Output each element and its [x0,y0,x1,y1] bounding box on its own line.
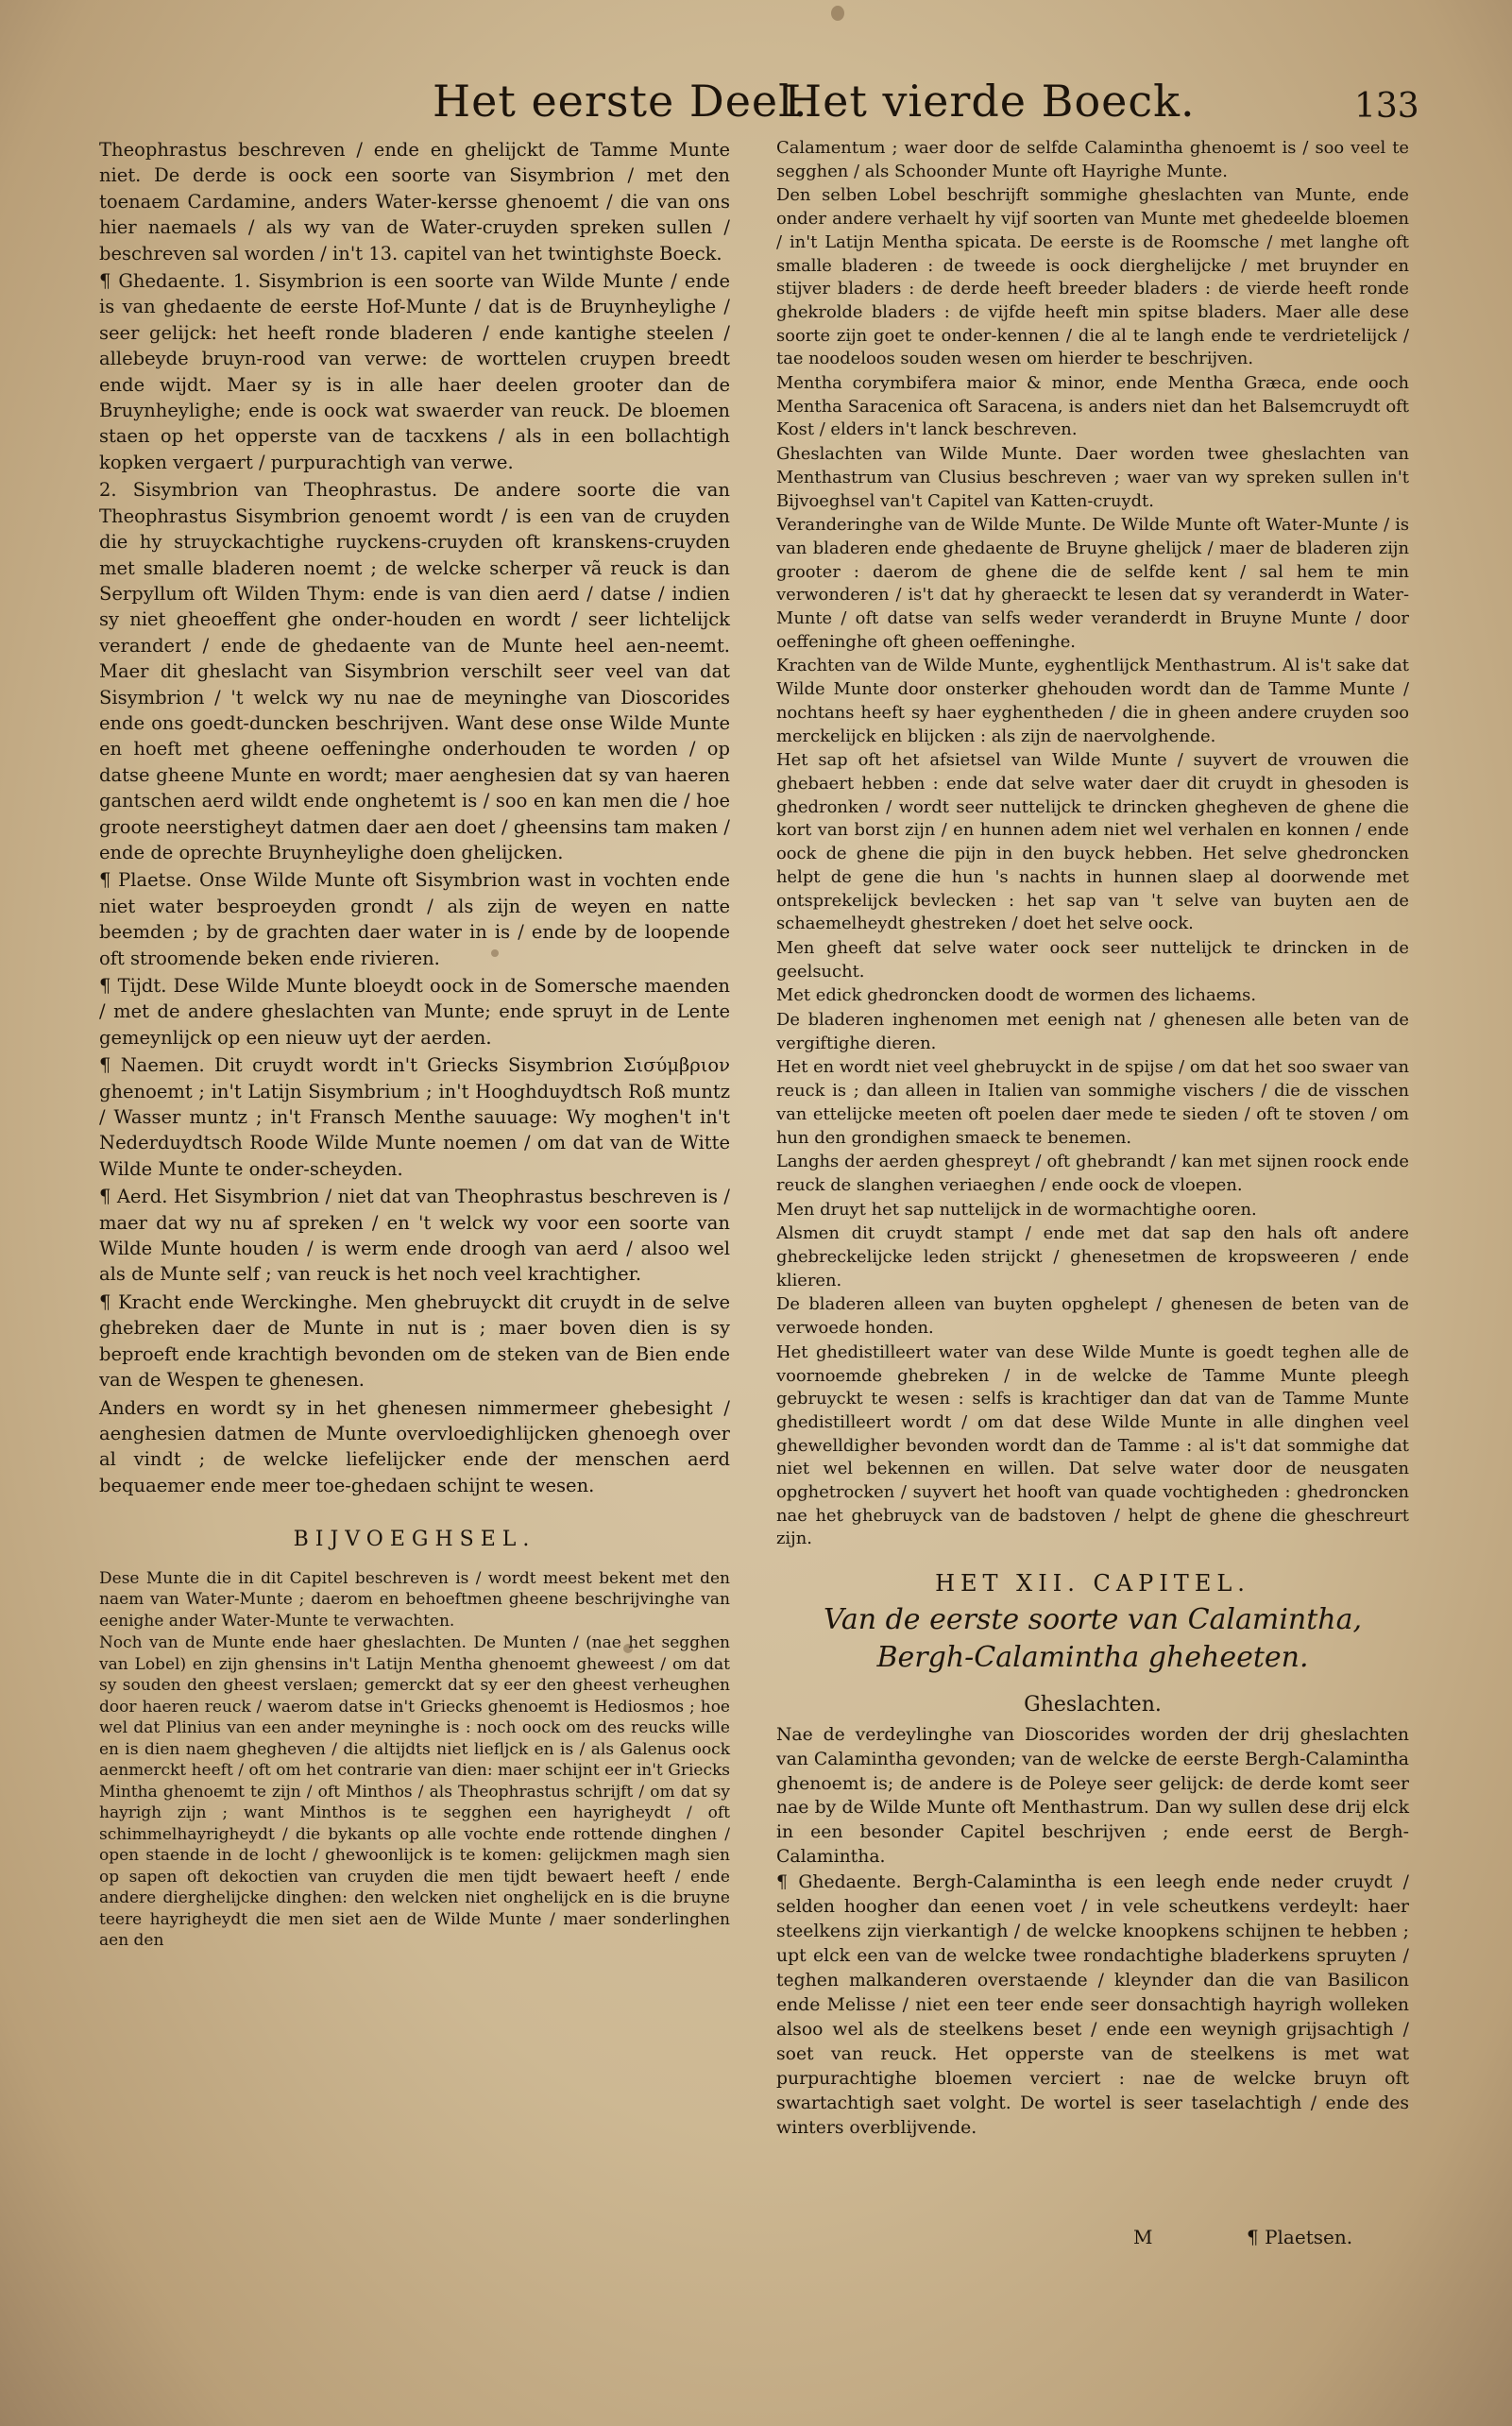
paragraph: Den selben Lobel beschrijft sommighe gheslachten van Munte, ende onder andere verhaelt hy vijf soorten van Munte met ghedeelde bloemen / in't Latijn Mentha spicata. De eerste is de Roomsche / met langhe oft smalle bladeren : de tweede is oock dierghelijcke / met bruynder en stijver bladers : de derde heeft breeder bladers : de vierde heeft ronde ghekrolde bladers : de vijfde heeft min spitse bladers. Maer alle dese soorte zijn goet te onder-kennen / die al te langh ende te verdrietelijck / tae noodeloos souden wesen om hierder te beschrijven. [776,185,1409,369]
ink-stain [831,6,844,21]
paragraph: Alsmen dit cruydt stampt / ende met dat sap den hals oft andere ghebreckelijcke leden strijckt / ghenesetmen de kropsweeren / ende klieren. [776,1223,1409,1290]
gheslachten-heading: Gheslachten. [1024,1692,1162,1717]
paragraph-sisymbrion-theophrastus: 2. Sisymbrion van Theophrastus. De andere soorte die van Theophrastus Sisymbrion genoemt wordt / is een van de cruyden die hy struyckachtighe ruyckens-cruyden oft kranskens-cruyden met smalle bladeren noemt ; de welcke scherper vã reuck is dan Serpyllum oft Wilden Thym: ende is van dien aerd / datse / indien sy niet gheoeffent ghe onder-houden en wordt / seer lichtelijck verandert / ende de ghedaente van de Munte heel aen-neemt. Maer dit gheslacht van Sisymbrion verschilt seer veel van dat Sisymbrion / 't welck wy nu nae de meyninghe van Dioscorides ende ons goedt-duncken beschrijven. Want dese onse Wilde Munte en hoeft met gheene oeffeninghe onderhouden te worden / op datse gheene Munte en wordt; maer aenghesien dat sy van haeren gantschen aerd wildt ende onghetemt is / soo en kan men die / hoe groote neerstigheyt datmen daer aen doet / gheensins tam maken / ende de oprechte Bruynheylighe doen ghelijcken. [99,479,730,863]
paragraph: Theophrastus beschreven / ende en ghelijckt de Tamme Munte niet. De derde is oock een soorte van Sisymbrion / met den toenaem Cardamine, anders Water-kersse ghenoemt / die van ons hier naemaels / als wy van de Water-cruyden spreken sullen / beschreven sal worden / in't 13. capitel van het twintighste Boeck. [99,139,730,265]
chapter-title: Van de eerste soorte van Calamintha, Bergh-Calamintha gheheeten. [823,1602,1363,1674]
bijvoeghsel-paragraph: Noch van de Munte ende haer gheslachten. De Munten / (nae het segghen van Lobel) en zijn ghensins in't Latijn Mentha ghenoemt gheweest / om dat sy souden den gheest verslaen; gemerckt dat sy eer den gheest verheughen door haeren reuck / waerom datse in't Griecks ghenoemt is Hediosmos ; hoe wel dat Plinius van een ander meyninghe is : noch oock om des reucks wille en is dien naem ghegheven / die altijdts niet liefljck en is / als Galenus oock aenmerckt heeft / oft om het contrarie van dien: maer schijnt eer in't Griecks Mintha ghenoemt te zijn / oft Minthos / als Theophrastus schrijft / om dat sy hayrigh zijn ; want Minthos is te segghen een hayrigheydt / oft schimmelhayrigheydt / die bykants op alle vochte ende rottende dinghen / open staende in de locht / ghewoonlijck is te komen: gelijckmen magh sien op sapen oft dekoctien van cruyden die men tijdt bewaert heeft / ende andere dierghelijcke dinghen: den welcken niet onghelijck en is die bruyne teere hayrigheydt die men siet aen de Wilde Munte / maer sonderlinghen aen den [99,1633,730,1951]
header-right-title: Het vierde Boeck. [784,76,1196,127]
paragraph: Met edick ghedroncken doodt de wormen des lichaems. [776,985,1257,1006]
paragraph: Veranderinghe van de Wilde Munte. De Wilde Munte oft Water-Munte / is van bladeren ende ghedaente de Bruyne ghelijck / maer de bladeren zijn grooter : daerom de ghene die de selfde kent / sal hem te min verwonderen / is't dat hy gheraeckt te lesen dat sy veranderdt in Water-Munte / oft datse van selfs weder veranderdt in Bruyne Munte / door oeffeninghe oft gheen oeffeninghe. [776,515,1409,652]
paragraph-tijdt: ¶ Tijdt. Dese Wilde Munte bloeydt oock in de Somersche maenden / met de andere gheslachten van Munte; ende spruyt in de Lente gemeynlijck op een nieuw uyt der aerden. [99,975,730,1049]
paragraph-ghedaente: ¶ Ghedaente. 1. Sisymbrion is een soorte van Wilde Munte / ende is van ghedaente de eerste Hof-Munte / dat is de Bruynheylighe / seer gelijck: het heeft ronde bladeren / ende kantighe steelen / allebeyde bruyn-rood van verwe: de worttelen cruypen breedt ende wijdt. Maer sy is in alle haer deelen grooter dan de Bruynheylighe; ende is oock wat swaerder van reuck. De bloemen staen op het opperste van de tacxkens / als in een bollachtigh kopken vergaert / purpurachtigh van verwe. [99,270,730,473]
catchword: M [1133,2226,1153,2248]
right-column [776,137,1409,2142]
footer-note: ¶ Plaetsen. [1247,2226,1353,2248]
paragraph-kracht: ¶ Kracht ende Werckinghe. Men ghebruyckt dit cruydt in de selve ghebreken daer de Munte in nut is ; maer boven dien is sy beproeft ende krachtigh bevonden om de steken van de Bien ende van de Wespen te ghenesen. [99,1290,730,1392]
paragraph: De bladeren alleen van buyten opghelept / ghenesen de beten van de verwoede honden. [776,1294,1409,1339]
chapter-paragraph: Nae de verdeylinghe van Dioscorides worden der drij gheslachten van Calamintha gevonden; van de welcke de eerste Bergh-Calamintha ghenoemt is; de andere is de Poleye seer gelijck: de derde komt seer nae by de Wilde Munte oft Menthastrum. Dan wy sullen dese drij elck in een besonder Capitel beschrijven ; ende eerst de Bergh-Calamintha. [776,1724,1409,1868]
paragraph: Het en wordt niet veel ghebruyckt in de spijse / om dat het soo swaer van reuck is ; dan alleen in Italien van sommighe vischers / die de visschen van ettelijcke meeten oft poelen daer mede te sieden / oft te stoven / om hun den grondighen smaeck te benemen. [776,1057,1409,1148]
chapter-paragraph: ¶ Ghedaente. Bergh-Calamintha is een leegh ende neder cruydt / selden hoogher dan eenen voet / in vele scheutkens verdeylt: haer steelkens zijn vierkantigh / de welcke knoopkens schijnen te hebben ; upt elck een van de welcke twee rondachtighe bladerkens spruyten / teghen malkanderen overstaende / kleynder dan die van Basilicon ende Melisse / niet een teer ende seer donsachtigh hayrigh wolleken alsoo wel als de steelkens beset / ende een weynigh grijsachtigh / soet van reuck. Het opperste van de steelkens is met wat purpurachtighe bloemen verciert : nae de welcke bruyn oft swartachtigh saet volght. De wortel is seer taselachtigh / ende des winters overblijvende. [776,1872,1409,2138]
bijvoeghsel-paragraph: Dese Munte die in dit Capitel beschreven is / wordt meest bekent met den naem van Water-Munte ; daerom en behoeftmen gheene beschrijvinghe van eenighe ander Water-Munte te verwachten. [99,1568,730,1631]
paragraph-anders: Anders en wordt sy in het ghenesen nimmermeer ghebesight / aenghesien datmen de Munte overvloedighlijcken ghenoegh over al vindt ; de welcke liefelijcker ende der menschen aerd bequaemer ende meer toe-ghedaen schijnt te wesen. [99,1396,730,1496]
page-number: 133 [1354,87,1419,126]
paragraph: Langhs der aerden ghespreyt / oft ghebrandt / kan met sijnen roock ende reuck de slanghen veriaeghen / ende oock de vloepen. [776,1152,1409,1195]
paragraph-aerd: ¶ Aerd. Het Sisymbrion / niet dat van Theophrastus beschreven is / maer dat wy nu af spreken / en 't welck wy voor een soorte van Wilde Munte houden / is werm ende droogh van aerd / alsoo wel als de Munte self ; van reuck is het noch veel krachtigher. [99,1186,730,1286]
chapter-label: HET XII. CAPITEL. [935,1570,1250,1597]
paragraph: De bladeren inghenomen met eenigh nat / ghenesen alle beten van de vergiftighe dieren. [776,1010,1409,1053]
paragraph-plaetse: ¶ Plaetse. Onse Wilde Munte oft Sisymbrion wast in vochten ende niet water besproeyden grondt / als zijn de weyen en natte beemden ; by de grachten daer water in is / ende by de loopende oft stroomende beken ende rivieren. [99,869,730,969]
paragraph: Het ghedistilleert water van dese Wilde Munte is goedt teghen alle de voornoemde ghebreken / in de welcke de Tamme Munte pleegh gebruyckt te wesen : selfs is krachtiger dan dat van de Tamme Munte ghedistilleert wordt / om dat dese Wilde Munte in alle dinghen veel ghewelldigher bevonden wordt dan de Tamme : al is't dat sommighe dat niet wel bekennen en willen. Dat selve water door de neusgaten opghetrocken / suyvert het hooft van quade vochtigheden : ghedroncken nae het ghebruyck van de badstoven / helpt de ghene die gheschreurt zijn. [776,1341,1409,1549]
left-column [99,137,730,1953]
paragraph: Gheslachten van Wilde Munte. Daer worden twee gheslachten van Menthastrum van Clusius beschreven ; waer van wy spreken sullen in't Bijvoeghsel van't Capitel van Katten-cruydt. [776,444,1409,511]
paragraph: Krachten van de Wilde Munte, eyghentlijck Menthastrum. Al is't sake dat Wilde Munte door onsterker ghehouden wordt dan de Tamme Munte / nochtans heeft sy haer eyghentheden / die in gheen andere cruyden soo merckelijck en blijcken : als zijn de naervolghende. [776,656,1409,746]
bijvoeghsel-heading: BIJVOEGHSEL. [293,1528,536,1552]
header-left-title: Het eerste Deel. [433,76,808,127]
running-header [0,70,1512,136]
paragraph-naemen: ¶ Naemen. Dit cruydt wordt in't Griecks Sisymbrion Σισύμβριον ghenoemt ; in't Latijn Sisymbrium ; in't Hooghduydtsch Roß muntz / Wasser muntz ; in't Fransch Menthe sauuage: Wy moghen't in't Nederduydtsch Roode Wilde Munte noemen / om dat van de Witte Wilde Munte te onder-scheyden. [99,1054,730,1180]
paragraph: Men druyt het sap nuttelijck in de wormachtighe ooren. [776,1199,1257,1220]
paragraph: Calamentum ; waer door de selfde Calamintha ghenoemt is / soo veel te segghen / als Schoonder Munte oft Hayrighe Munte. [776,138,1409,181]
paragraph: Mentha corymbifera maior & minor, ende Mentha Græca, ende ooch Mentha Saracenica oft Saracena, is anders niet dan het Balsemcruydt oft Kost / elders in't lanck beschreven. [776,373,1409,440]
paragraph: Men gheeft dat selve water oock seer nuttelijck te drincken in de geelsucht. [776,937,1409,982]
paragraph: Het sap oft het afsietsel van Wilde Munte / suyvert de vrouwen die ghebaert hebben : ende dat selve water daer dit cruydt in ghesoden is ghedronken / wordt seer nuttelijck te drincken ghegheven de ghene die kort van borst zijn / en hunnen adem niet wel verhalen en konnen / ende oock de ghene die pijn in den buyck hebben. Het selve ghedroncken helpt de gene die hun 's nachts in hunnen slaep al doorwende met ontsprekelijck bevlecken : het sap van 't selve van buyten aen de schaemelheydt ghestreken / doet het selve oock. [776,750,1409,934]
